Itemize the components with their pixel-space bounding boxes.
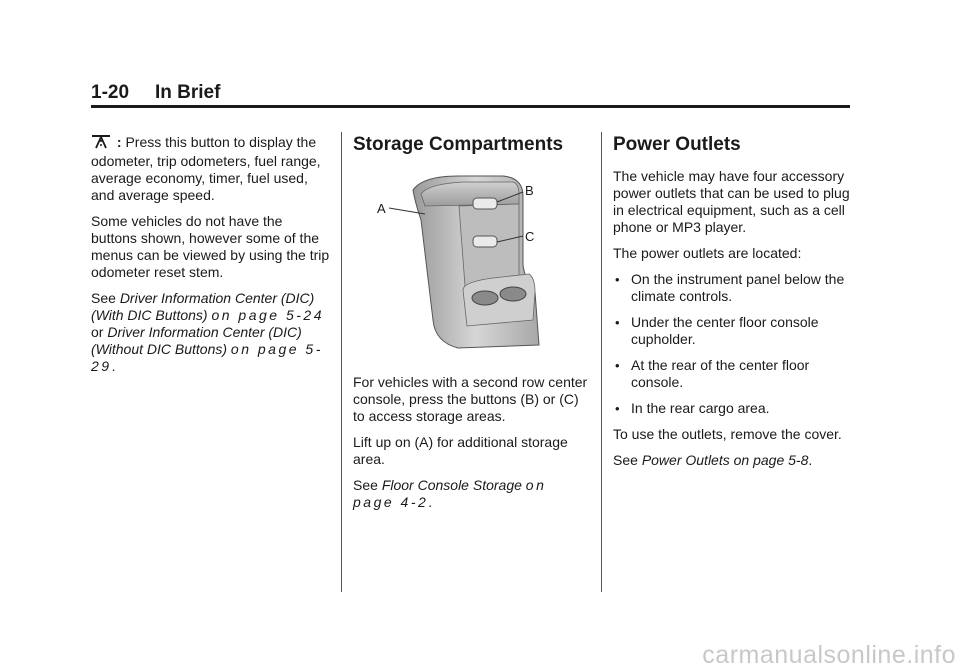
storage-heading: Storage Compartments bbox=[353, 134, 564, 155]
trip-odometer-icon bbox=[91, 134, 111, 153]
list-item bbox=[613, 400, 853, 417]
period: . bbox=[808, 452, 813, 468]
outlets-paragraph-1: The vehicle may have four accessory power outlets that can be used to plug in electrical equipment, such as a cell phone or MP3 player. bbox=[613, 168, 850, 235]
dic-no-buttons-link[interactable]: Driver Information Center (DIC) (Without DIC Buttons) bbox=[91, 324, 302, 357]
outlets-paragraph-2: The power outlets are located: bbox=[613, 245, 802, 261]
list-item-text: Under the center floor console cupholder. bbox=[631, 314, 819, 347]
column-3 bbox=[613, 134, 853, 478]
icon-separator: : bbox=[113, 134, 126, 150]
floor-console-page-ref[interactable]: on page 4-2 bbox=[353, 477, 547, 510]
list-item bbox=[613, 357, 853, 391]
bullet-icon: • bbox=[615, 272, 620, 287]
label-a: A bbox=[377, 201, 386, 216]
page-number: 1-20 bbox=[91, 82, 130, 103]
header-rule bbox=[91, 105, 850, 108]
bullet-icon: • bbox=[615, 401, 620, 416]
list-item-text: At the rear of the center floor console. bbox=[631, 357, 810, 390]
trip-button-description: Press this button to display the odometer, trip odometers, fuel range, average economy, timer, fuel used, and average speed. bbox=[91, 134, 321, 203]
dic-buttons-link[interactable]: Driver Information Center (DIC) (With DIC Buttons) bbox=[91, 290, 315, 323]
label-c: C bbox=[525, 229, 535, 244]
column-divider-2 bbox=[601, 132, 602, 592]
watermark: carmanualsonline.info bbox=[702, 641, 956, 669]
period: . bbox=[428, 494, 433, 510]
storage-paragraph-1: For vehicles with a second row center console, press the buttons (B) or (C) to access storage areas. bbox=[353, 374, 588, 424]
see-label: See bbox=[91, 290, 116, 306]
or-label: or bbox=[91, 324, 104, 340]
bullet-icon: • bbox=[615, 358, 620, 373]
outlets-reference-paragraph bbox=[613, 452, 853, 469]
dic-buttons-page-ref[interactable]: on page 5-24 bbox=[211, 307, 324, 323]
list-item-text: In the rear cargo area. bbox=[631, 400, 770, 416]
list-item bbox=[613, 314, 853, 348]
floor-console-link[interactable]: Floor Console Storage bbox=[381, 477, 522, 493]
section-title: In Brief bbox=[155, 82, 221, 103]
page-header bbox=[91, 82, 851, 106]
column-1 bbox=[91, 134, 331, 384]
storage-paragraph-2: Lift up on (A) for additional storage area. bbox=[353, 434, 568, 467]
power-outlets-heading: Power Outlets bbox=[613, 134, 741, 155]
no-buttons-paragraph: Some vehicles do not have the buttons shown, however some of the menus can be viewed by using the trip odometer reset stem. bbox=[91, 213, 330, 280]
trip-button-paragraph bbox=[91, 134, 331, 204]
console-illustration bbox=[363, 170, 563, 360]
see-label: See bbox=[613, 452, 638, 468]
dic-reference-paragraph bbox=[91, 290, 331, 375]
bullet-icon: • bbox=[615, 315, 620, 330]
storage-reference-paragraph bbox=[353, 477, 591, 511]
power-outlets-link[interactable]: Power Outlets on page 5-8 bbox=[641, 452, 809, 468]
label-b: B bbox=[525, 183, 534, 198]
column-divider-1 bbox=[341, 132, 342, 592]
list-item bbox=[613, 271, 853, 305]
see-label: See bbox=[353, 477, 378, 493]
outlets-paragraph-3: To use the outlets, remove the cover. bbox=[613, 426, 842, 442]
period: . bbox=[111, 358, 116, 374]
dic-no-buttons-page-ref[interactable]: on page 5-29 bbox=[91, 341, 323, 374]
list-item-text: On the instrument panel below the climate controls. bbox=[631, 271, 845, 304]
column-2 bbox=[353, 134, 591, 520]
